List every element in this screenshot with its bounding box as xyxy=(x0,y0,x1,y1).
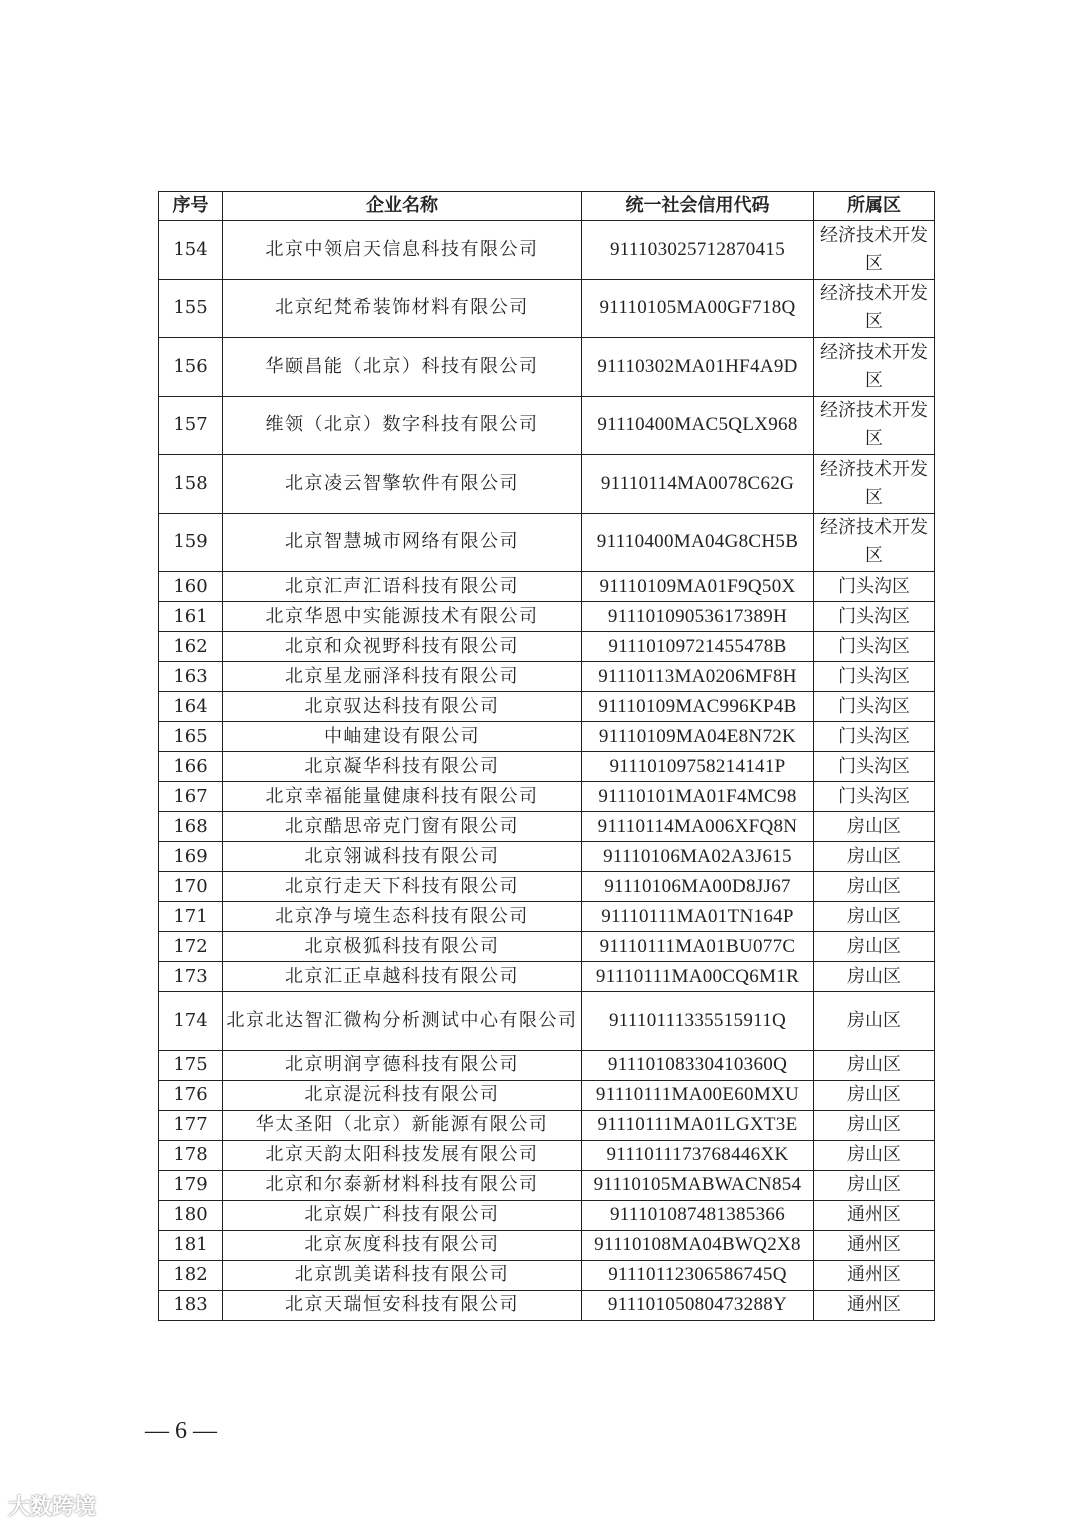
credit-code: 91110109758214141P xyxy=(582,752,814,782)
district: 门头沟区 xyxy=(814,782,935,812)
company-name: 北京凌云智擎软件有限公司 xyxy=(223,455,582,514)
company-name: 北京行走天下科技有限公司 xyxy=(223,872,582,902)
company-name: 北京和尔泰新材料科技有限公司 xyxy=(223,1170,582,1200)
table-row xyxy=(159,1080,935,1110)
table-header-row xyxy=(159,192,935,221)
header-no: 序号 xyxy=(159,192,223,221)
header-district: 所属区 xyxy=(814,192,935,221)
district: 房山区 xyxy=(814,962,935,992)
table-row xyxy=(159,932,935,962)
company-name: 华太圣阳（北京）新能源有限公司 xyxy=(223,1110,582,1140)
district: 房山区 xyxy=(814,1110,935,1140)
company-name: 北京和众视野科技有限公司 xyxy=(223,632,582,662)
row-number: 180 xyxy=(159,1200,223,1230)
row-number: 182 xyxy=(159,1260,223,1290)
credit-code: 91110105MABWACN854 xyxy=(582,1170,814,1200)
district: 门头沟区 xyxy=(814,752,935,782)
row-number: 181 xyxy=(159,1230,223,1260)
company-name: 北京汇正卓越科技有限公司 xyxy=(223,962,582,992)
district: 通州区 xyxy=(814,1200,935,1230)
company-name: 北京华恩中实能源技术有限公司 xyxy=(223,602,582,632)
row-number: 166 xyxy=(159,752,223,782)
company-name: 华颐昌能（北京）科技有限公司 xyxy=(223,338,582,397)
district: 通州区 xyxy=(814,1290,935,1320)
table-row xyxy=(159,279,935,338)
credit-code: 91110111MA01BU077C xyxy=(582,932,814,962)
credit-code: 9111011173768446XK xyxy=(582,1140,814,1170)
credit-code: 91110111MA00E60MXU xyxy=(582,1080,814,1110)
credit-code: 91110106MA00D8JJ67 xyxy=(582,872,814,902)
credit-code: 91110109MAC996KP4B xyxy=(582,692,814,722)
credit-code: 91110400MAC5QLX968 xyxy=(582,396,814,455)
company-name: 北京智慧城市网络有限公司 xyxy=(223,513,582,572)
credit-code: 91110105080473288Y xyxy=(582,1290,814,1320)
district: 经济技术开发区 xyxy=(814,455,935,514)
row-number: 178 xyxy=(159,1140,223,1170)
district: 通州区 xyxy=(814,1230,935,1260)
table-row xyxy=(159,1170,935,1200)
company-name: 北京湜沅科技有限公司 xyxy=(223,1080,582,1110)
district: 房山区 xyxy=(814,1050,935,1080)
credit-code: 91110109053617389H xyxy=(582,602,814,632)
district: 门头沟区 xyxy=(814,692,935,722)
row-number: 165 xyxy=(159,722,223,752)
district: 房山区 xyxy=(814,1170,935,1200)
company-name: 北京极狐科技有限公司 xyxy=(223,932,582,962)
row-number: 172 xyxy=(159,932,223,962)
credit-code: 91110108748138536​6 xyxy=(582,1200,814,1230)
row-number: 179 xyxy=(159,1170,223,1200)
company-name: 中岫建设有限公司 xyxy=(223,722,582,752)
credit-code: 91110109721455478B xyxy=(582,632,814,662)
district: 经济技术开发区 xyxy=(814,513,935,572)
credit-code: 91110113MA0206MF8H xyxy=(582,662,814,692)
row-number: 168 xyxy=(159,812,223,842)
company-name: 北京汇声汇语科技有限公司 xyxy=(223,572,582,602)
credit-code: 91110400MA04G8CH5B xyxy=(582,513,814,572)
table-row xyxy=(159,513,935,572)
row-number: 162 xyxy=(159,632,223,662)
row-number: 183 xyxy=(159,1290,223,1320)
company-name: 北京星龙丽泽科技有限公司 xyxy=(223,662,582,692)
credit-code: 91110109MA04E8N72K xyxy=(582,722,814,752)
credit-code: 91110111335515911Q xyxy=(582,992,814,1051)
company-name: 北京中领启天信息科技有限公司 xyxy=(223,221,582,280)
district: 门头沟区 xyxy=(814,632,935,662)
row-number: 164 xyxy=(159,692,223,722)
district: 经济技术开发区 xyxy=(814,396,935,455)
table-row xyxy=(159,1050,935,1080)
table-row xyxy=(159,1230,935,1260)
district: 门头沟区 xyxy=(814,662,935,692)
header-name: 企业名称 xyxy=(223,192,582,221)
credit-code: 91110111MA01TN164P xyxy=(582,902,814,932)
header-code: 统一社会信用代码 xyxy=(582,192,814,221)
table-row xyxy=(159,662,935,692)
table-row xyxy=(159,572,935,602)
table-row xyxy=(159,722,935,752)
table-row xyxy=(159,782,935,812)
district: 房山区 xyxy=(814,1080,935,1110)
company-name: 北京天韵太阳科技发展有限公司 xyxy=(223,1140,582,1170)
row-number: 158 xyxy=(159,455,223,514)
company-name: 北京纪梵希装饰材料有限公司 xyxy=(223,279,582,338)
table-row xyxy=(159,338,935,397)
district: 门头沟区 xyxy=(814,602,935,632)
row-number: 159 xyxy=(159,513,223,572)
row-number: 176 xyxy=(159,1080,223,1110)
district: 房山区 xyxy=(814,932,935,962)
row-number: 169 xyxy=(159,842,223,872)
table-row xyxy=(159,455,935,514)
credit-code: 91110302MA01HF4A9D xyxy=(582,338,814,397)
row-number: 161 xyxy=(159,602,223,632)
credit-code: 91110114MA006XFQ8N xyxy=(582,812,814,842)
credit-code: 91110101MA01F4MC98 xyxy=(582,782,814,812)
district: 门头沟区 xyxy=(814,722,935,752)
table-row xyxy=(159,812,935,842)
row-number: 174 xyxy=(159,992,223,1051)
enterprise-table xyxy=(158,191,935,1321)
table-body xyxy=(159,221,935,1321)
company-name: 北京明润亨德科技有限公司 xyxy=(223,1050,582,1080)
district: 房山区 xyxy=(814,842,935,872)
credit-code: 91110111MA01LGXT3E xyxy=(582,1110,814,1140)
credit-code: 91110105MA00GF718Q xyxy=(582,279,814,338)
company-name: 北京酷思帝克门窗有限公司 xyxy=(223,812,582,842)
company-name: 北京北达智汇微构分析测试中心有限公司 xyxy=(223,992,582,1051)
table-row xyxy=(159,221,935,280)
district: 房山区 xyxy=(814,1140,935,1170)
watermark-logo: 大数跨境 xyxy=(8,1495,97,1520)
company-name: 北京娱广科技有限公司 xyxy=(223,1200,582,1230)
page-number: — 6 — xyxy=(145,1418,217,1444)
table-row xyxy=(159,872,935,902)
table-row xyxy=(159,992,935,1051)
table-row xyxy=(159,396,935,455)
district: 房山区 xyxy=(814,902,935,932)
company-name: 北京凯美诺科技有限公司 xyxy=(223,1260,582,1290)
table-row xyxy=(159,1140,935,1170)
credit-code: 91110106MA02A3J615 xyxy=(582,842,814,872)
table-row xyxy=(159,632,935,662)
table-row xyxy=(159,842,935,872)
company-name: 北京幸福能量健康科技有限公司 xyxy=(223,782,582,812)
company-name: 北京驭达科技有限公司 xyxy=(223,692,582,722)
district: 经济技术开发区 xyxy=(814,338,935,397)
district: 房山区 xyxy=(814,812,935,842)
table-row xyxy=(159,1200,935,1230)
company-name: 北京凝华科技有限公司 xyxy=(223,752,582,782)
company-name: 北京净与境生态科技有限公司 xyxy=(223,902,582,932)
credit-code: 91110114MA0078C62G xyxy=(582,455,814,514)
company-name: 维领（北京）数字科技有限公司 xyxy=(223,396,582,455)
district: 经济技术开发区 xyxy=(814,221,935,280)
company-name: 北京天瑞恒安科技有限公司 xyxy=(223,1290,582,1320)
table-row xyxy=(159,1290,935,1320)
row-number: 173 xyxy=(159,962,223,992)
row-number: 167 xyxy=(159,782,223,812)
company-name: 北京翎诚科技有限公司 xyxy=(223,842,582,872)
district: 房山区 xyxy=(814,992,935,1051)
row-number: 160 xyxy=(159,572,223,602)
row-number: 156 xyxy=(159,338,223,397)
credit-code: 91110108330410360Q xyxy=(582,1050,814,1080)
row-number: 154 xyxy=(159,221,223,280)
credit-code: 91110108MA04BWQ2X8 xyxy=(582,1230,814,1260)
row-number: 171 xyxy=(159,902,223,932)
credit-code: 91110109MA01F9Q50X xyxy=(582,572,814,602)
table-row xyxy=(159,1260,935,1290)
row-number: 177 xyxy=(159,1110,223,1140)
row-number: 155 xyxy=(159,279,223,338)
district: 房山区 xyxy=(814,872,935,902)
table-row xyxy=(159,902,935,932)
table-row xyxy=(159,752,935,782)
company-name: 北京灰度科技有限公司 xyxy=(223,1230,582,1260)
table-row xyxy=(159,1110,935,1140)
district: 通州区 xyxy=(814,1260,935,1290)
credit-code: 9111011230658674​5Q xyxy=(582,1260,814,1290)
row-number: 175 xyxy=(159,1050,223,1080)
credit-code: 91110111MA00CQ6M1R xyxy=(582,962,814,992)
row-number: 170 xyxy=(159,872,223,902)
credit-code: 911103025712870415 xyxy=(582,221,814,280)
table-row xyxy=(159,692,935,722)
row-number: 157 xyxy=(159,396,223,455)
row-number: 163 xyxy=(159,662,223,692)
table-row xyxy=(159,602,935,632)
table-row xyxy=(159,962,935,992)
district: 经济技术开发区 xyxy=(814,279,935,338)
district: 门头沟区 xyxy=(814,572,935,602)
